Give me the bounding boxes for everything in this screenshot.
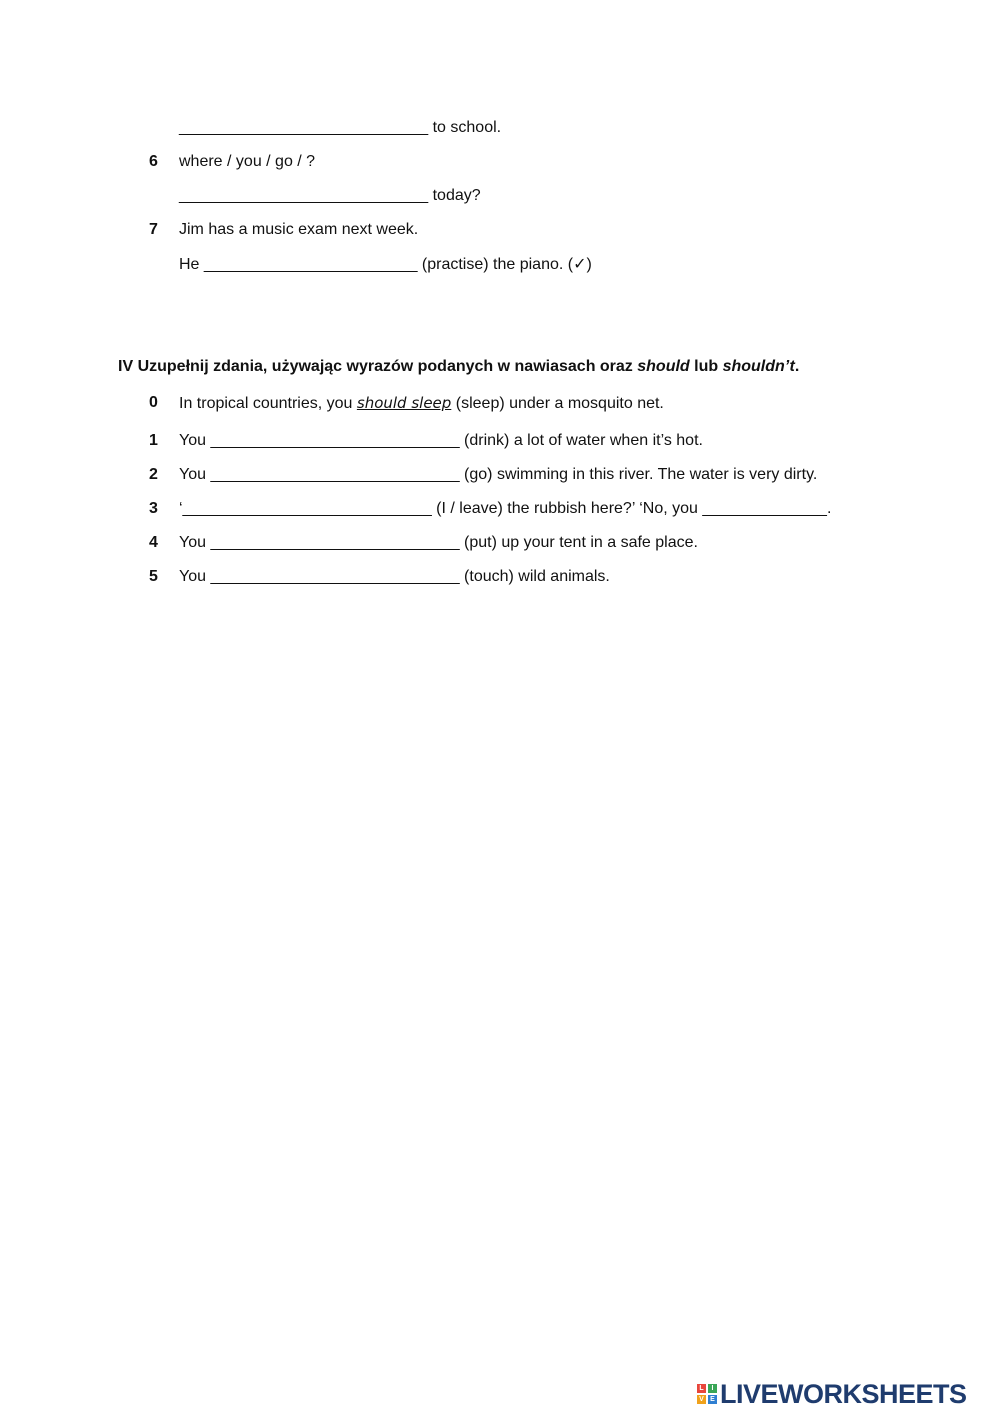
- answer-line-7: He ________________________ (practise) the piano. (✓): [179, 256, 592, 273]
- item-number-3: 3: [149, 500, 158, 517]
- item-number-5: 5: [149, 568, 158, 585]
- heading-shouldnt: shouldn’t: [722, 358, 795, 375]
- item-sentence-1: You ____________________________ (drink) a lot of water when it’s hot.: [179, 432, 703, 449]
- logo-letter-l: L: [697, 1384, 706, 1393]
- answer-line-6: ____________________________ today?: [179, 187, 481, 204]
- item-number-6: 6: [149, 153, 158, 170]
- item-number-7: 7: [149, 221, 158, 238]
- item-number-2: 2: [149, 466, 158, 483]
- item-sentence-4: You ____________________________ (put) up your tent in a safe place.: [179, 534, 698, 551]
- example-sentence: [179, 393, 664, 414]
- logo-letter-e: E: [708, 1395, 717, 1404]
- item-prompt-6: where / you / go / ?: [179, 153, 316, 170]
- heading-or: lub: [689, 358, 723, 375]
- heading-text: IV Uzupełnij zdania, używając wyrazów podanych w nawiasach oraz: [118, 358, 638, 375]
- item-number-0: 0: [149, 394, 158, 411]
- item-number-4: 4: [149, 534, 158, 551]
- logo-letter-v: V: [697, 1395, 706, 1404]
- example-answer: should sleep: [356, 394, 452, 412]
- example-pre: In tropical countries, you: [179, 395, 357, 412]
- heading-should: should: [637, 358, 690, 375]
- heading-period: .: [794, 358, 800, 375]
- item-number-1: 1: [149, 432, 158, 449]
- liveworksheets-logo: [697, 1379, 967, 1409]
- item-sentence-2: You ____________________________ (go) swimming in this river. The water is very dirty.: [179, 466, 818, 483]
- example-post: (sleep) under a mosquito net.: [451, 395, 664, 412]
- item-sentence-5: You ____________________________ (touch) wild animals.: [179, 568, 610, 585]
- item-sentence-3: ‘____________________________ (I / leave) the rubbish here?’ ‘No, you ______________.: [179, 500, 832, 517]
- section-heading-iv: [118, 357, 799, 377]
- logo-icon: [697, 1384, 717, 1404]
- answer-line-5: ____________________________ to school.: [179, 119, 502, 136]
- item-prompt-7: Jim has a music exam next week.: [179, 221, 419, 238]
- logo-text: LIVEWORKSHEETS: [720, 1378, 967, 1409]
- logo-letter-i: I: [708, 1384, 717, 1393]
